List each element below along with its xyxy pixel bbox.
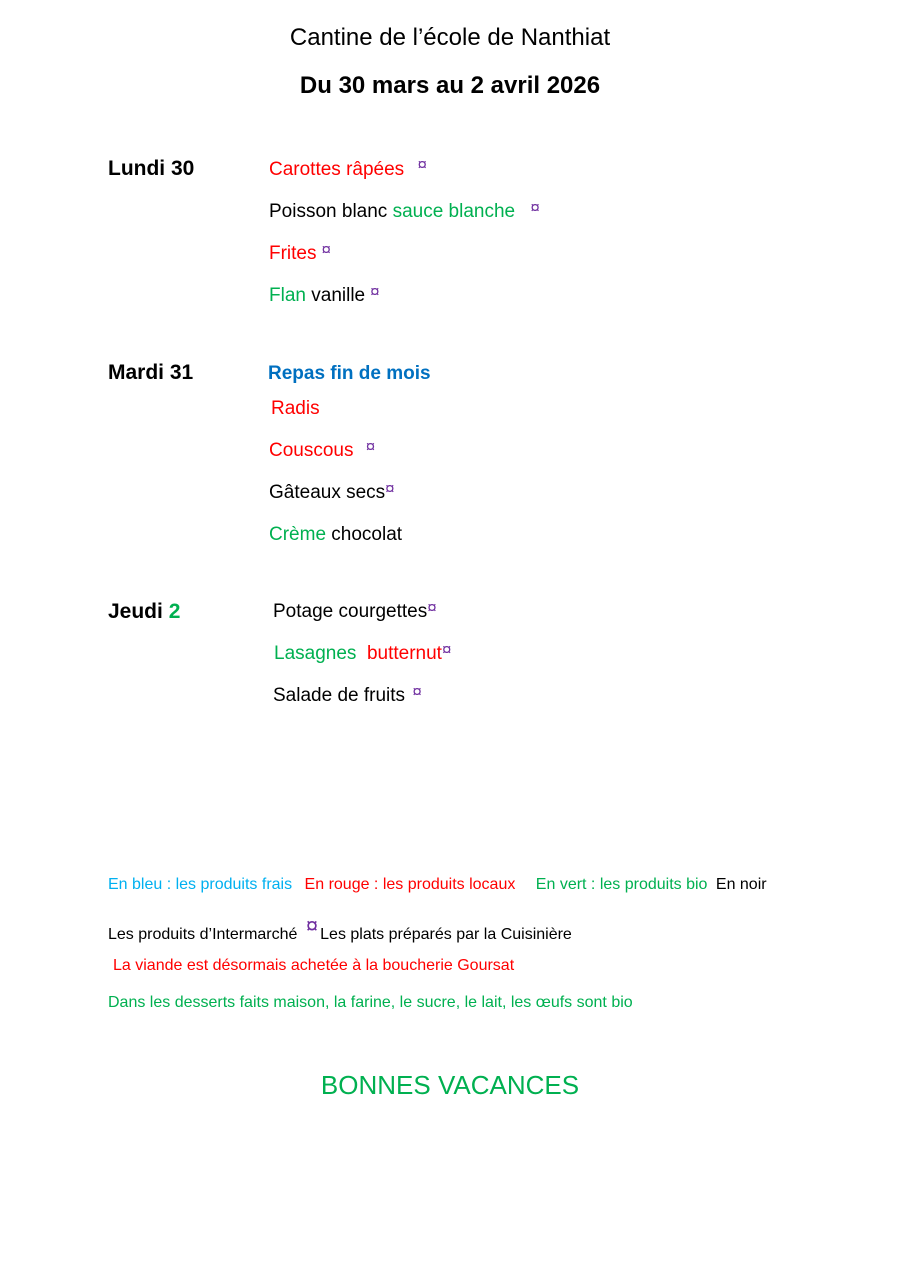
dish-text: Potage courgettes — [273, 601, 428, 622]
dish-flan — [269, 282, 380, 307]
dish-carottes — [269, 155, 427, 181]
cuisiniere-symbol-icon: ¤ — [365, 437, 376, 456]
dish-text: Poisson blanc — [269, 201, 393, 222]
dish-text: Carottes râpées — [269, 159, 405, 180]
footer-message: BONNES VACANCES — [320, 1070, 580, 1100]
day-label-lundi: Lundi 30 — [108, 157, 195, 180]
day-label-number: 2 — [168, 600, 181, 623]
cuisiniere-symbol-icon: ¤ — [305, 913, 319, 938]
dish-creme — [269, 524, 402, 546]
legend-blue: En bleu : les produits frais — [108, 876, 293, 893]
legend-viande: La viande est désormais achetée à la boucherie Goursat — [113, 957, 515, 974]
dish-text: Couscous — [269, 440, 354, 461]
dish-radis — [271, 398, 320, 420]
special-meal-label: Repas fin de mois — [268, 363, 431, 384]
dish-gateaux — [269, 479, 395, 504]
legend-line-colors — [108, 876, 767, 894]
legend-green: En vert : les produits bio — [535, 876, 708, 893]
date-range: Du 30 mars au 2 avril 2026 — [299, 72, 601, 99]
day-label-jeudi — [108, 600, 180, 624]
page-title: Cantine de l’école de Nanthiat — [289, 24, 611, 51]
dish-text: chocolat — [326, 524, 403, 545]
dish-text: Lasagnes — [274, 643, 357, 664]
dish-text: vanille — [305, 285, 366, 306]
dish-text: Salade de fruits — [273, 685, 406, 706]
dish-text: Frites — [269, 243, 317, 264]
dish-text: butternut — [356, 643, 442, 664]
legend-cuisiniere: Les plats préparés par la Cuisinière — [320, 926, 572, 943]
legend-red: En rouge : les produits locaux — [304, 876, 516, 893]
cuisiniere-symbol-icon: ¤ — [385, 479, 395, 498]
legend-desserts: Dans les desserts faits maison, la farine, le sucre, le lait, les œufs sont bio — [108, 994, 633, 1011]
legend-black: En noir — [715, 876, 767, 893]
dish-text: Radis — [271, 398, 320, 419]
dish-potage — [273, 598, 437, 623]
cuisiniere-symbol-icon: ¤ — [530, 198, 540, 217]
day-label-text: Jeudi — [108, 600, 169, 623]
dish-lasagnes — [274, 640, 452, 665]
dish-text: sauce blanche — [392, 201, 516, 222]
dish-frites — [269, 240, 331, 265]
dish-poisson — [269, 198, 540, 223]
cuisiniere-symbol-icon: ¤ — [321, 240, 331, 259]
dish-text: Crème — [269, 524, 327, 545]
dish-couscous — [269, 437, 376, 462]
legend-intermarche: Les produits d’Intermarché — [108, 926, 298, 943]
dish-text: Gâteaux secs — [269, 482, 386, 503]
cuisiniere-symbol-icon: ¤ — [412, 682, 422, 701]
cuisiniere-symbol-icon: ¤ — [441, 640, 452, 659]
cuisiniere-symbol-icon: ¤ — [417, 155, 427, 174]
dish-text: Flan — [269, 285, 306, 306]
cuisiniere-symbol-icon: ¤ — [427, 598, 437, 617]
dish-salade-fruits — [273, 682, 422, 707]
legend-line-intermarche — [108, 913, 572, 945]
day-label-mardi: Mardi 31 — [108, 361, 194, 384]
cuisiniere-symbol-icon: ¤ — [370, 282, 380, 301]
